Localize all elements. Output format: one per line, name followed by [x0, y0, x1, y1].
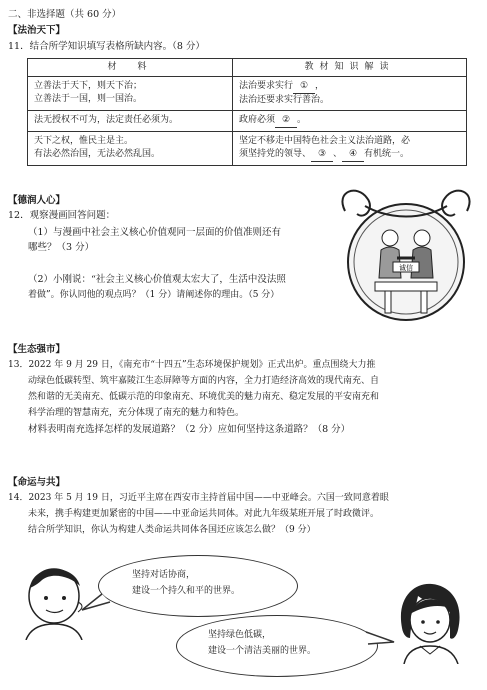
row2-knowledge: 政府必须 ② 。	[233, 111, 467, 132]
text-line: 天下之权，惟民主是主。	[34, 136, 134, 146]
text-line: 有法必然治国，无法必然乱国。	[34, 149, 161, 159]
bubble-2-line2: 建设一个清洁美丽的世界。	[208, 646, 317, 656]
text-fragment: 须坚持党的领导、	[239, 149, 312, 159]
table-row	[28, 111, 467, 132]
question-14-line1: 14．2023 年 5 月 19 日，习近平主席在西安市主持首届中国——中亚峰会。六国一致同意着眼	[8, 493, 389, 503]
question-12-2-line1: （2）小刚说：“社会主义核心价值观太宏大了，生活中没法照	[28, 274, 286, 285]
question-13-line4: 科学治理的智慧南充，充分体现了南充的魅力和特色。	[28, 408, 245, 418]
text-line: 立善法于天下，则天下治；	[34, 81, 143, 91]
text-fragment: 有机统一。	[364, 149, 410, 159]
question-14-line2: 未来，携手构建更加紧密的中国——中亚命运共同体。对此九年级某班开展了时政微评。	[28, 509, 380, 519]
bubble-2-line1: 坚持绿色低碳，	[208, 630, 272, 640]
row3-knowledge	[233, 132, 467, 166]
text-line: 立善法于一国，则一国治。	[34, 94, 143, 104]
section-title-law: 【法治天下】	[8, 25, 66, 36]
header-knowledge: 教材知识解读	[233, 59, 467, 77]
girl-illustration	[390, 578, 470, 664]
row1-knowledge	[233, 77, 467, 111]
table-row	[28, 77, 467, 111]
text-line: 法治还要求实行善治。	[239, 95, 330, 105]
section-header: 二、非选择题（共 60 分）	[8, 9, 122, 20]
question-13-line3: 然和谐的无美南充、低碳示范的印象南充、环境优美的魅力南充、稳定发展的平安南充和	[28, 392, 380, 402]
row3-material	[28, 132, 233, 166]
bubble-tail-2	[362, 628, 396, 650]
question-13-line2: 动绿色低碳转型、筑牢嘉陵江生态屏障等方面的内容，全力打造经济高效的现代南充、自	[28, 376, 380, 386]
section-title-ecology: 【生态强市】	[8, 344, 66, 355]
question-13-line1: 13．2022 年 9 月 29 日，《南充市“十四五”生态环境保护规划》正式出炉。重点围绕大力推	[8, 360, 376, 370]
blank-3: ③	[311, 148, 333, 162]
question-11: 11．结合所学知识填写表格所缺内容。（8 分）	[8, 41, 205, 52]
bubble-tail-1	[80, 592, 114, 614]
question-13-line5: 材料表明南充选择怎样的发展道路？（2 分）应如何坚持这条道路？（8 分）	[28, 424, 351, 435]
text-line: 须坚持党的领导、 ③ 、 ④ 有机统一。	[239, 148, 460, 162]
question-12-1-line1: （1）与漫画中社会主义核心价值观同一层面的价值准则还有	[28, 227, 282, 238]
blank-2: ②	[275, 114, 297, 128]
table-header-row	[28, 59, 467, 77]
text-line: 法治要求实行 ① ，	[239, 80, 460, 94]
row2-material: 法无授权不可为，法定责任必须为。	[28, 111, 233, 132]
table-row	[28, 132, 467, 166]
question-12-1-line2: 哪些？（3 分）	[28, 242, 95, 253]
knowledge-table	[27, 58, 467, 166]
text-line: 坚定不移走中国特色社会主义法治道路，必	[239, 136, 411, 146]
text-fragment: 法治要求实行	[239, 81, 294, 91]
question-14-line3: 结合所学知识，你认为构建人类命运共同体各国还应该怎么做？（9 分）	[28, 525, 316, 535]
blank-4: ④	[342, 148, 364, 162]
section-title-community: 【命运与共】	[8, 477, 66, 488]
bubble-1-line1: 坚持对话协商，	[132, 570, 196, 580]
cartoon-sign: 诚信	[399, 264, 413, 272]
section-title-morality: 【德润人心】	[8, 195, 66, 206]
text-fragment: 政府必须	[239, 115, 276, 125]
header-material: 材 料	[28, 59, 233, 77]
blank-1: ①	[293, 80, 315, 94]
row1-material	[28, 77, 233, 111]
bubble-1-line2: 建设一个持久和平的世界。	[132, 586, 241, 596]
question-12: 12．观察漫画回答问题：	[8, 210, 116, 221]
cartoon-image	[335, 186, 477, 326]
question-12-2-line2: 着做”。你认同他的观点吗？（1 分）请阐述你的理由。（5 分）	[28, 290, 280, 300]
